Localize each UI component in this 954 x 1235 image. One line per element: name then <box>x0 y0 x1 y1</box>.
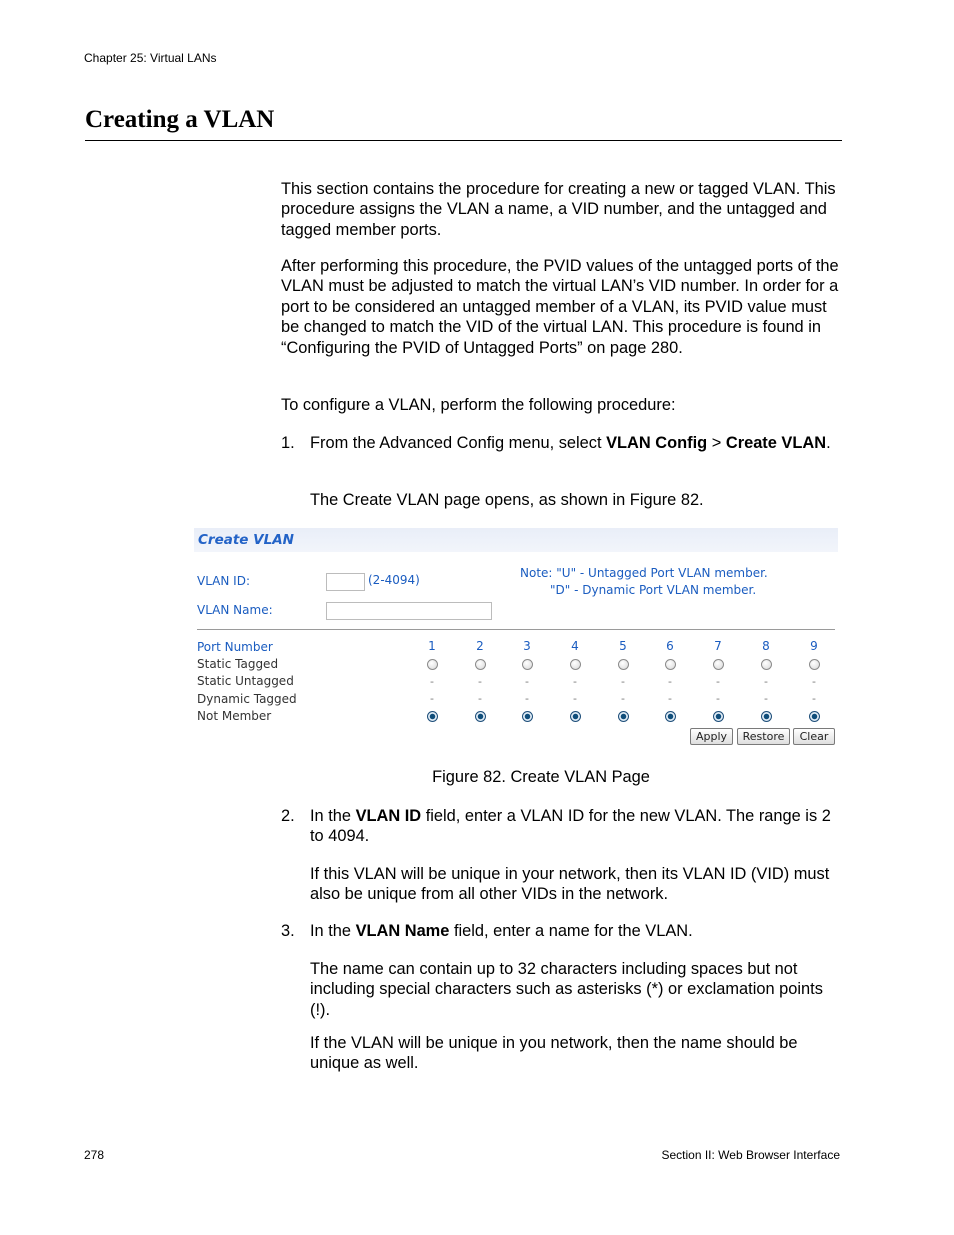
not-member-radio[interactable] <box>475 711 486 722</box>
vlan-id-input[interactable] <box>326 573 365 591</box>
port-number-label: 9 <box>810 639 818 653</box>
step-3-post: field, enter a name for the VLAN. <box>449 922 693 940</box>
step-3-note-1: The name can contain up to 32 characters including spaces but not including special characters such as asterisks (*) or exclamation points (!). <box>310 960 823 1019</box>
dynamic-tagged-dash: - <box>668 692 672 705</box>
dynamic-tagged-dash: - <box>764 692 768 705</box>
restore-button[interactable]: Restore <box>737 728 790 745</box>
apply-button[interactable]: Apply <box>690 728 733 745</box>
port-number-label: 2 <box>476 639 484 653</box>
not-member-radio[interactable] <box>713 711 724 722</box>
static-tagged-radio[interactable] <box>427 659 438 670</box>
dynamic-tagged-dash: - <box>525 692 529 705</box>
static-untagged-dash: - <box>668 675 672 688</box>
section-title: Creating a VLAN <box>85 106 275 133</box>
step-2-field: VLAN ID <box>355 807 422 825</box>
step-3-text <box>310 921 840 941</box>
not-member-radio[interactable] <box>618 711 629 722</box>
static-tagged-radio[interactable] <box>570 659 581 670</box>
static-tagged-radio[interactable] <box>618 659 629 670</box>
dynamic-tagged-dash: - <box>621 692 625 705</box>
static-untagged-dash: - <box>716 675 720 688</box>
not-member-radio[interactable] <box>665 711 676 722</box>
vlan-id-label: VLAN ID: <box>197 574 250 588</box>
figure-title: Create VLAN <box>198 532 294 548</box>
clear-button[interactable]: Clear <box>793 728 835 745</box>
port-number-label: 4 <box>571 639 579 653</box>
dynamic-tagged-dash: - <box>812 692 816 705</box>
chapter-header: Chapter 25: Virtual LANs <box>84 51 217 65</box>
vlan-id-range: (2-4094) <box>368 573 420 587</box>
static-untagged-dash: - <box>573 675 577 688</box>
row-label-not-member: Not Member <box>197 709 272 723</box>
port-number-label: 3 <box>523 639 531 653</box>
note-line-1: Note: "U" - Untagged Port VLAN member. <box>520 566 768 580</box>
static-tagged-radio[interactable] <box>809 659 820 670</box>
static-tagged-radio[interactable] <box>475 659 486 670</box>
row-label-port-number: Port Number <box>197 640 273 654</box>
step-3-number: 3. <box>281 922 295 940</box>
step-1-number: 1. <box>281 434 295 452</box>
step-1-menu: VLAN Config <box>606 434 708 452</box>
static-tagged-radio[interactable] <box>522 659 533 670</box>
figure-caption: Figure 82. Create VLAN Page <box>432 768 650 786</box>
port-number-label: 1 <box>428 639 436 653</box>
port-number-label: 8 <box>762 639 770 653</box>
step-3-pre: In the <box>310 922 356 940</box>
procedure-intro: To configure a VLAN, perform the following procedure: <box>281 396 676 414</box>
page-number: 278 <box>84 1148 105 1162</box>
step-2-text <box>310 806 840 847</box>
step-1-item: Create VLAN <box>725 434 827 452</box>
static-tagged-radio[interactable] <box>713 659 724 670</box>
step-2-note: If this VLAN will be unique in your network, then its VLAN ID (VID) must also be unique from all other VIDs in the network. <box>310 865 830 904</box>
port-number-label: 6 <box>666 639 674 653</box>
step-2-pre: In the <box>310 807 356 825</box>
port-number-label: 7 <box>714 639 722 653</box>
step-3-field: VLAN Name <box>355 922 450 940</box>
static-untagged-dash: - <box>430 675 434 688</box>
static-untagged-dash: - <box>812 675 816 688</box>
create-vlan-figure <box>194 528 838 750</box>
row-label-static-tagged: Static Tagged <box>197 657 279 671</box>
static-tagged-radio[interactable] <box>665 659 676 670</box>
static-untagged-dash: - <box>764 675 768 688</box>
pvid-paragraph: After performing this procedure, the PVID values of the untagged ports of the VLAN must be adjusted to match the virtual LAN’s VID number. In order for a port to be considered an untagged member of a VLAN, its PVID value must be changed to match the VID of the virtual LAN. This procedure is found in “Configuring the PVID of Untagged Ports” on page 280. <box>281 257 839 357</box>
dynamic-tagged-dash: - <box>716 692 720 705</box>
title-rule <box>85 140 842 141</box>
dynamic-tagged-dash: - <box>430 692 434 705</box>
step-1-note: The Create VLAN page opens, as shown in Figure 82. <box>310 491 704 509</box>
not-member-radio[interactable] <box>522 711 533 722</box>
not-member-radio[interactable] <box>809 711 820 722</box>
static-untagged-dash: - <box>525 675 529 688</box>
dynamic-tagged-dash: - <box>573 692 577 705</box>
port-number-label: 5 <box>619 639 627 653</box>
step-1-sep: > <box>707 434 726 452</box>
not-member-radio[interactable] <box>761 711 772 722</box>
step-2-post: field, enter a VLAN ID for the new VLAN. The range is 2 to 4094. <box>310 807 831 846</box>
note-line-2: "D" - Dynamic Port VLAN member. <box>550 583 757 597</box>
step-2-number: 2. <box>281 807 295 825</box>
intro-paragraph: This section contains the procedure for creating a new or tagged VLAN. This procedure assigns the VLAN a name, a VID number, and the untagged and tagged member ports. <box>281 180 836 239</box>
static-untagged-dash: - <box>478 675 482 688</box>
dynamic-tagged-dash: - <box>478 692 482 705</box>
figure-divider <box>197 629 835 630</box>
step-1-text <box>310 433 840 453</box>
not-member-radio[interactable] <box>427 711 438 722</box>
row-label-dynamic-tagged: Dynamic Tagged <box>197 692 297 706</box>
vlan-name-input[interactable] <box>326 602 492 620</box>
static-untagged-dash: - <box>621 675 625 688</box>
vlan-name-label: VLAN Name: <box>197 603 273 617</box>
step-1-pre: From the Advanced Config menu, select <box>310 434 607 452</box>
step-1-post: . <box>826 434 831 452</box>
static-tagged-radio[interactable] <box>761 659 772 670</box>
step-3-note-2: If the VLAN will be unique in you network, then the name should be unique as well. <box>310 1034 798 1073</box>
footer-section: Section II: Web Browser Interface <box>661 1148 840 1162</box>
row-label-static-untagged: Static Untagged <box>197 674 294 688</box>
not-member-radio[interactable] <box>570 711 581 722</box>
